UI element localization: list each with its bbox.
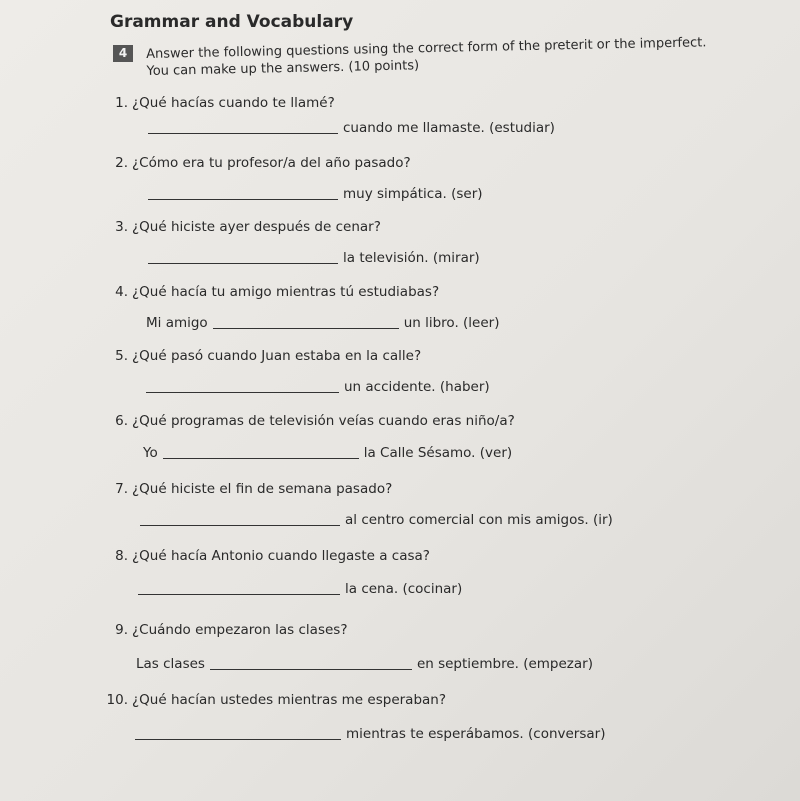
question-text: ¿Qué hiciste ayer después de cenar? xyxy=(132,219,381,235)
question-text: ¿Qué hiciste el fin de semana pasado? xyxy=(132,481,393,497)
answer-completion: la Calle Sésamo. (ver) xyxy=(363,445,513,461)
question-number: 10. xyxy=(106,692,128,708)
exercise-instructions xyxy=(146,34,707,80)
answer-completion: la televisión. (mirar) xyxy=(343,250,480,266)
answer-lead: Mi amigo xyxy=(146,315,208,331)
answer-line-8 xyxy=(133,581,462,597)
question-text: ¿Qué hacías cuando te llamé? xyxy=(132,95,335,111)
question-text: ¿Qué hacía Antonio cuando llegaste a casa? xyxy=(132,548,430,564)
question-number: 9. xyxy=(115,622,128,638)
answer-line-5 xyxy=(141,379,490,395)
answer-line-2 xyxy=(143,186,483,202)
question-number: 6. xyxy=(115,413,128,429)
answer-lead: Las clases xyxy=(136,656,205,672)
answer-completion: un libro. (leer) xyxy=(403,315,500,331)
answer-blank[interactable] xyxy=(148,120,338,134)
answer-line-3 xyxy=(143,250,480,266)
question-7 xyxy=(108,481,392,497)
answer-completion: mientras te esperábamos. (conversar) xyxy=(346,726,606,742)
question-1 xyxy=(108,95,335,111)
answer-line-7 xyxy=(135,512,613,528)
answer-completion: la cena. (cocinar) xyxy=(345,581,463,597)
question-text: ¿Qué hacían ustedes mientras me esperaban? xyxy=(132,692,447,708)
answer-completion: en septiembre. (empezar) xyxy=(416,656,593,672)
answer-blank[interactable] xyxy=(135,726,341,740)
answer-blank[interactable] xyxy=(146,379,339,393)
instructions-line-2: You can make up the answers. (10 points) xyxy=(146,58,420,79)
question-5 xyxy=(108,348,421,364)
answer-completion: un accidente. (haber) xyxy=(344,379,490,395)
question-number: 3. xyxy=(115,219,128,235)
answer-blank[interactable] xyxy=(210,656,412,670)
section-title: Grammar and Vocabulary xyxy=(110,12,354,32)
answer-blank[interactable] xyxy=(148,250,338,264)
question-text: ¿Cómo era tu profesor/a del año pasado? xyxy=(132,155,411,171)
answer-line-9 xyxy=(136,656,593,672)
question-6 xyxy=(108,413,515,429)
answer-blank[interactable] xyxy=(163,445,359,459)
question-number: 1. xyxy=(115,95,128,111)
question-number: 8. xyxy=(115,548,128,564)
answer-blank[interactable] xyxy=(213,315,399,329)
question-number: 2. xyxy=(115,155,128,171)
answer-blank[interactable] xyxy=(140,512,340,526)
question-10 xyxy=(100,692,446,708)
question-3 xyxy=(108,219,381,235)
question-8 xyxy=(108,548,430,564)
question-2 xyxy=(108,155,411,171)
question-number: 4. xyxy=(115,284,128,300)
question-4 xyxy=(108,284,439,300)
answer-blank[interactable] xyxy=(138,581,340,595)
answer-line-10 xyxy=(130,726,605,742)
exercise-number-badge: 4 xyxy=(113,45,133,62)
answer-line-6 xyxy=(143,445,512,461)
instructions-line-1: Answer the following questions using the correct form of the preterit or the imperfect. xyxy=(146,35,707,62)
question-number: 7. xyxy=(115,481,128,497)
answer-line-1 xyxy=(143,120,555,136)
question-number: 5. xyxy=(115,348,128,364)
answer-line-4 xyxy=(146,315,499,331)
question-text: ¿Qué programas de televisión veías cuando eras niño/a? xyxy=(132,413,515,429)
question-text: ¿Qué pasó cuando Juan estaba en la calle? xyxy=(132,348,422,364)
question-text: ¿Qué hacía tu amigo mientras tú estudiabas? xyxy=(132,284,440,300)
answer-completion: al centro comercial con mis amigos. (ir) xyxy=(345,512,613,528)
answer-lead: Yo xyxy=(143,445,158,461)
answer-completion: muy simpática. (ser) xyxy=(343,186,483,202)
question-text: ¿Cuándo empezaron las clases? xyxy=(132,622,348,638)
answer-blank[interactable] xyxy=(148,186,338,200)
answer-completion: cuando me llamaste. (estudiar) xyxy=(343,120,555,136)
question-9 xyxy=(108,622,347,638)
